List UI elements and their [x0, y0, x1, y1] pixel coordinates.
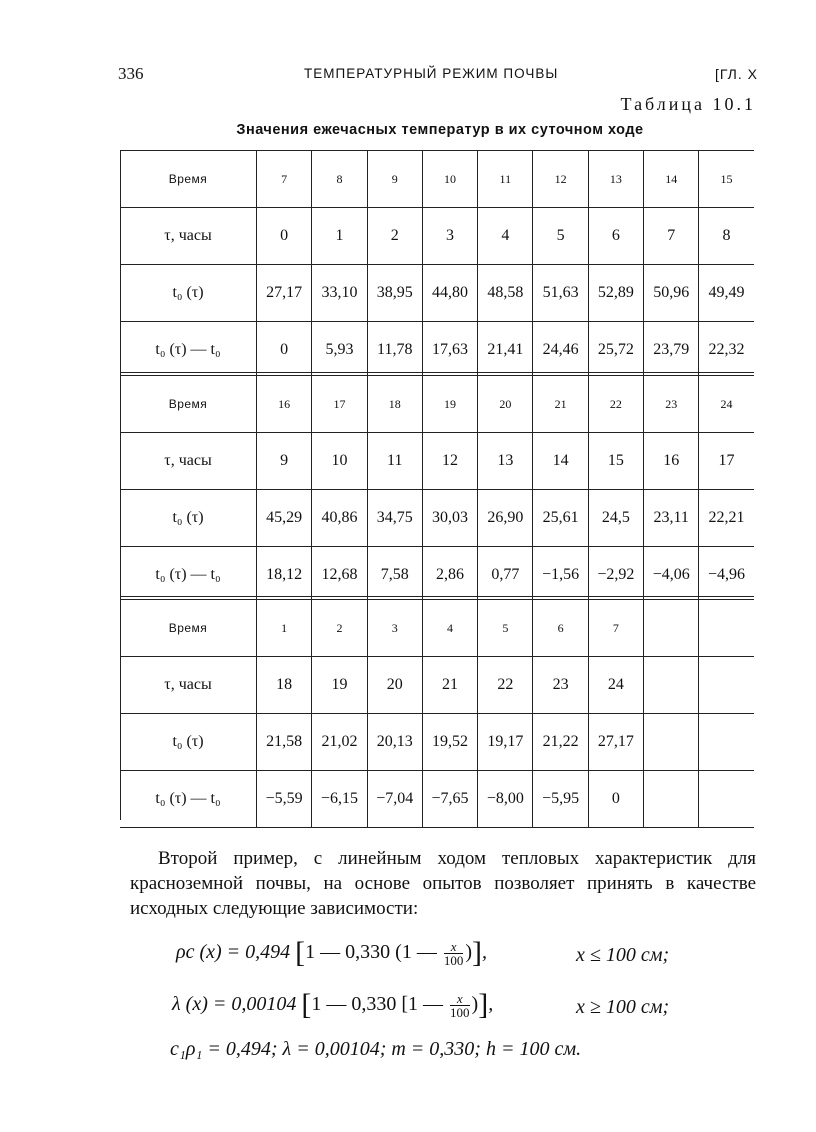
table-cell: 10 [422, 151, 477, 207]
table-cell: 7 [643, 208, 698, 264]
row-label: Время [168, 621, 208, 635]
table-cell: −7,04 [367, 771, 422, 827]
formula-1-condition: x ≤ 100 см; [576, 944, 670, 966]
table-cell: 18,12 [256, 547, 311, 603]
table-cell: 19 [422, 376, 477, 432]
table-cell [643, 771, 698, 827]
formula-1-mid: 1 — 0,330 [305, 941, 396, 963]
table-row-tau [120, 207, 754, 264]
table-cell: 6 [532, 600, 587, 656]
table-cell: 0 [256, 322, 311, 378]
table-cell: 12,68 [311, 547, 366, 603]
table-cell: 12 [532, 151, 587, 207]
table-cell [643, 714, 698, 770]
table-cell: 11,78 [367, 322, 422, 378]
table-cell: 22 [477, 657, 532, 713]
table-cell: 24,5 [588, 490, 643, 546]
chapter-label: [ГЛ. X [715, 66, 758, 82]
formula-lambda: λ (x) = 0,00104 [1 — 0,330 [1 — $\frac{x}{100}$ )], [172, 988, 494, 1021]
table-cell: 17,63 [422, 322, 477, 378]
table-row-time [120, 150, 754, 207]
table-row-t0 [120, 264, 754, 321]
bracket-close: ] [478, 988, 489, 1021]
table-cell: −4,06 [643, 547, 698, 603]
table-cell: 9 [256, 433, 311, 489]
table-cell: 27,17 [588, 714, 643, 770]
table-cell: 23 [532, 657, 587, 713]
formula-2-mid: 1 — 0,330 [311, 993, 402, 1015]
row-label: t₀ (τ) — t₀ [155, 566, 221, 583]
table-cell: 30,03 [422, 490, 477, 546]
table-cell: 21,41 [477, 322, 532, 378]
table-cell [643, 600, 698, 656]
table-cell: −4,96 [698, 547, 753, 603]
fraction-den: 100 [443, 952, 464, 968]
table-cell: 44,80 [422, 265, 477, 321]
table-cell: 13 [477, 433, 532, 489]
table-cell [698, 771, 753, 827]
table-cell: 22,21 [698, 490, 753, 546]
table-cell: 22,32 [698, 322, 753, 378]
table-cell: −8,00 [477, 771, 532, 827]
table-cell: 7,58 [367, 547, 422, 603]
page-header [118, 64, 758, 86]
table-cell: 16 [643, 433, 698, 489]
table-cell: 33,10 [311, 265, 366, 321]
table-cell: 49,49 [698, 265, 753, 321]
table-cell: 6 [588, 208, 643, 264]
table-cell: −2,92 [588, 547, 643, 603]
table-row-time [120, 596, 754, 656]
running-title: ТЕМПЕРАТУРНЫЙ РЕЖИМ ПОЧВЫ [304, 66, 559, 81]
table-cell: 1 [311, 208, 366, 264]
table-cell: 19,17 [477, 714, 532, 770]
table-cell [643, 657, 698, 713]
table-cell: 17 [311, 376, 366, 432]
page-number: 336 [118, 64, 144, 83]
table-cell: 13 [588, 151, 643, 207]
table-cell: 8 [698, 208, 753, 264]
table-cell [698, 600, 753, 656]
table-cell: 11 [367, 433, 422, 489]
table-cell: 10 [311, 433, 366, 489]
table-cell: 0 [256, 208, 311, 264]
table-cell: 14 [643, 151, 698, 207]
row-label: t₀ (τ) [172, 284, 204, 301]
table-cell: 11 [477, 151, 532, 207]
table-cell: −5,95 [532, 771, 587, 827]
fraction-num: x [450, 992, 470, 1006]
table-cell: 20 [477, 376, 532, 432]
table-row-diff [120, 770, 754, 827]
fraction-den: 100 [450, 1004, 470, 1020]
table-row-diff [120, 546, 754, 603]
formula-2-left: λ (x) = 0,00104 [172, 993, 302, 1015]
table-cell: 24 [698, 376, 753, 432]
formula-1-paren-close: ) [465, 941, 473, 963]
constants-line: c₁ρ₁ = 0,494; λ = 0,00104; m = 0,330; h = 100 см. [170, 1038, 582, 1060]
formula-2-paren: [1 — [401, 993, 449, 1015]
table-cell: −1,56 [532, 547, 587, 603]
table-cell: 14 [532, 433, 587, 489]
table-cell: −7,65 [422, 771, 477, 827]
table-cell: 12 [422, 433, 477, 489]
table-cell: 27,17 [256, 265, 311, 321]
table-cell: 21,22 [532, 714, 587, 770]
table-cell: 15 [588, 433, 643, 489]
table-cell: 22 [588, 376, 643, 432]
table-cell: 15 [698, 151, 753, 207]
table-cell: 18 [256, 657, 311, 713]
table-cell: 2 [367, 208, 422, 264]
table-row-tau [120, 432, 754, 489]
table-block [120, 150, 754, 378]
table-cell: 19 [311, 657, 366, 713]
table-cell: 1 [256, 600, 311, 656]
row-label: t₀ (τ) — t₀ [155, 790, 221, 807]
row-label: t₀ (τ) — t₀ [155, 341, 221, 358]
table-cell [698, 657, 753, 713]
table-label: Таблица 10.1 [620, 94, 756, 114]
table-cell: 2,86 [422, 547, 477, 603]
table-cell: 40,86 [311, 490, 366, 546]
table-cell: 25,61 [532, 490, 587, 546]
table-cell: 23,79 [643, 322, 698, 378]
row-label: Время [168, 397, 208, 411]
table-cell: 21,02 [311, 714, 366, 770]
row-label: Время [168, 172, 208, 186]
table-cell: 38,95 [367, 265, 422, 321]
paragraph-text: Второй пример, с линейным ходом тепловых характеристик для красноземной почвы, на основе опытов позволяет принять в качестве исходных следующие зависимости: [130, 848, 756, 919]
table-cell: 16 [256, 376, 311, 432]
table-cell: 2 [311, 600, 366, 656]
formula-rho-c: ρc (x) = 0,494 [1 — 0,330 (1 — $\frac{x}{100}$ )], [176, 936, 488, 969]
table-cell: 21 [532, 376, 587, 432]
table-cell [698, 714, 753, 770]
table-cell: 48,58 [477, 265, 532, 321]
row-label: τ, часы [164, 227, 212, 244]
table-cell: 20 [367, 657, 422, 713]
table-cell: 7 [256, 151, 311, 207]
table-cell: 51,63 [532, 265, 587, 321]
row-label: t₀ (τ) [172, 509, 204, 526]
table-row-diff [120, 321, 754, 378]
table-row-tau [120, 656, 754, 713]
formula-1-paren: (1 — [395, 941, 442, 963]
body-paragraph [130, 846, 756, 921]
table-cell: 18 [367, 376, 422, 432]
table-cell: −6,15 [311, 771, 366, 827]
table-cell: 4 [477, 208, 532, 264]
table-cell: 5 [477, 600, 532, 656]
table-cell: 8 [311, 151, 366, 207]
table-cell: 3 [367, 600, 422, 656]
table-cell: 21,58 [256, 714, 311, 770]
bracket-open: [ [301, 988, 312, 1021]
table-cell: −5,59 [256, 771, 311, 827]
formula-2-condition: x ≥ 100 см; [576, 996, 670, 1018]
table-cell: 17 [698, 433, 753, 489]
table-cell: 23,11 [643, 490, 698, 546]
table-row-time [120, 372, 754, 432]
table-cell: 25,72 [588, 322, 643, 378]
table-cell: 0,77 [477, 547, 532, 603]
table-cell: 23 [643, 376, 698, 432]
table-cell: 21 [422, 657, 477, 713]
table-block [120, 596, 754, 828]
table-cell: 5 [532, 208, 587, 264]
table-row-t0 [120, 489, 754, 546]
row-label: t₀ (τ) [172, 733, 204, 750]
formula-2-paren-close: ) [471, 993, 479, 1015]
table-cell: 24 [588, 657, 643, 713]
table-caption: Значения ежечасных температур в их суточном ходе [236, 122, 644, 138]
table-row-t0 [120, 713, 754, 770]
table-block [120, 372, 754, 603]
fraction [444, 940, 464, 967]
table-cell: 9 [367, 151, 422, 207]
table-cell: 34,75 [367, 490, 422, 546]
table-cell: 26,90 [477, 490, 532, 546]
table-cell: 0 [588, 771, 643, 827]
table-cell: 5,93 [311, 322, 366, 378]
formula-1-left: ρc (x) = 0,494 [176, 941, 296, 963]
fraction-num: x [444, 940, 464, 954]
bracket-open: [ [295, 936, 306, 969]
table-cell: 20,13 [367, 714, 422, 770]
bracket-close: ] [472, 936, 483, 969]
table-cell: 50,96 [643, 265, 698, 321]
table-cell: 4 [422, 600, 477, 656]
table-cell: 3 [422, 208, 477, 264]
table-cell: 19,52 [422, 714, 477, 770]
table-cell: 45,29 [256, 490, 311, 546]
row-label: τ, часы [164, 676, 212, 693]
table-cell: 52,89 [588, 265, 643, 321]
row-label: τ, часы [164, 452, 212, 469]
table-cell: 24,46 [532, 322, 587, 378]
table-cell: 7 [588, 600, 643, 656]
fraction [450, 992, 470, 1019]
